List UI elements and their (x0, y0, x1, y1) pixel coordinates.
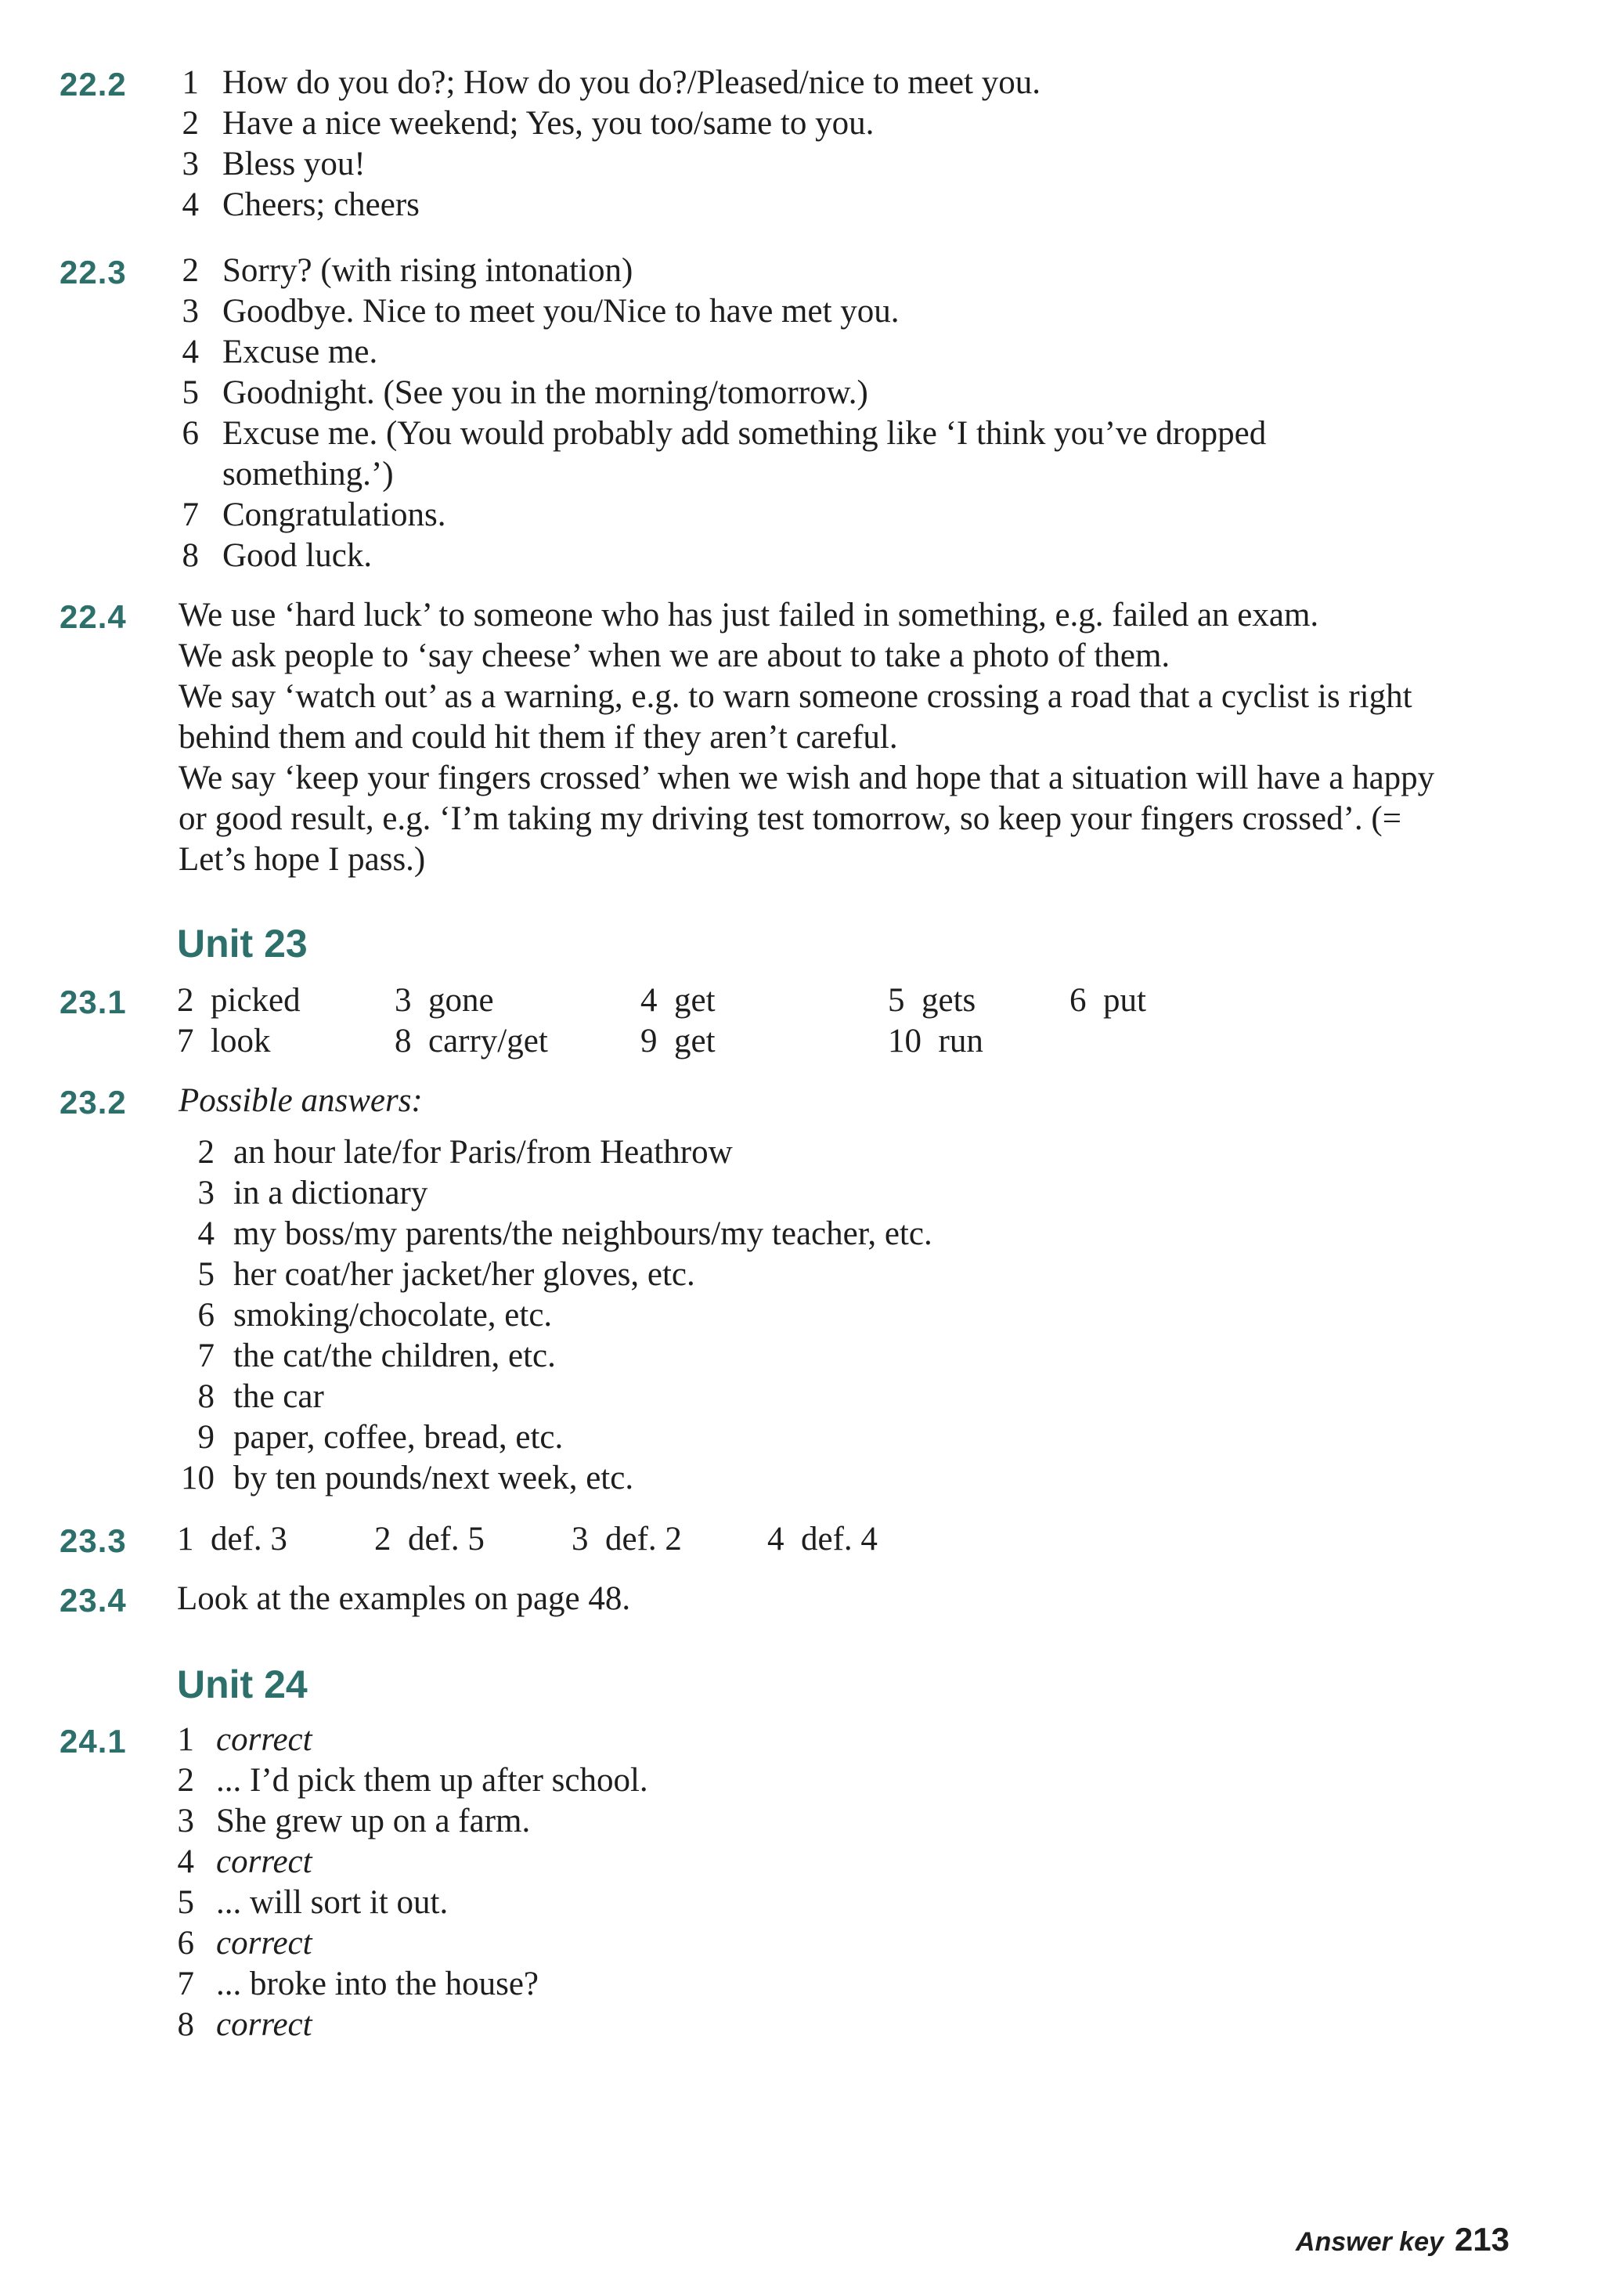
item-number: 2 (177, 982, 194, 1019)
item-text: Cheers; cheers (222, 186, 420, 223)
item-text: ... broke into the house? (216, 1966, 539, 2002)
item-text: correct (216, 1925, 312, 1962)
item-text: def. 4 (801, 1521, 878, 1558)
item-text: by ten pounds/next week, etc. (233, 1460, 634, 1496)
unit-heading-23: Unit 23 (177, 922, 308, 966)
item-text: ... I’d pick them up after school. (216, 1762, 648, 1799)
item-text: Excuse me. (222, 334, 378, 370)
exercise-number: 22.3 (60, 254, 127, 291)
item-text: paper, coffee, bread, etc. (233, 1419, 564, 1456)
item-number: 8 (182, 537, 199, 574)
item-text: get (674, 1023, 716, 1060)
item-number: 9 (640, 1023, 658, 1060)
item-text: correct (216, 1721, 312, 1758)
page-footer (1296, 2221, 1509, 2259)
answer-paragraph (179, 595, 1463, 880)
unit-heading-24: Unit 24 (177, 1662, 308, 1706)
answer-cell (395, 1021, 548, 1062)
possible-answers-label: Possible answers: (179, 1082, 423, 1119)
item-text: in a dictionary (233, 1175, 428, 1211)
item-text: Sorry? (with rising intonation) (222, 252, 633, 289)
item-text: Excuse me. (You would probably add something like ‘I think you’ve dropped (222, 415, 1267, 452)
item-text: Congratulations. (222, 496, 446, 533)
exercise-number: 23.2 (60, 1084, 127, 1121)
item-number: 10 (181, 1460, 215, 1496)
answer-cell (888, 980, 976, 1021)
footer-label: Answer key (1295, 2227, 1444, 2257)
item-text: look (211, 1023, 271, 1060)
paragraph-watch-out: We say ‘watch out’ as a warning, e.g. to warn someone crossing a road that a cyclist is right behind them and could hit them if they aren’t careful. (179, 678, 1412, 756)
item-text: def. 5 (408, 1521, 485, 1558)
answer-cell (177, 980, 301, 1021)
item-text: gets (922, 982, 976, 1019)
item-text: her coat/her jacket/her gloves, etc. (233, 1256, 695, 1293)
item-number: 5 (888, 982, 905, 1019)
item-number: 6 (182, 415, 199, 452)
answer-text: Look at the examples on page 48. (177, 1580, 631, 1617)
page-number: 213 (1454, 2221, 1509, 2258)
item-number: 4 (767, 1521, 784, 1558)
exercise-number: 22.2 (60, 66, 127, 103)
item-number: 1 (177, 1521, 194, 1558)
paragraph-say-cheese: We ask people to ‘say cheese’ when we are about to take a photo of them. (179, 637, 1170, 674)
item-number: 3 (182, 293, 199, 330)
answer-cell (1069, 980, 1146, 1021)
item-text: the car (233, 1378, 324, 1415)
item-text: Goodbye. Nice to meet you/Nice to have met you. (222, 293, 900, 330)
answer-cell (888, 1021, 983, 1062)
paragraph-fingers-crossed: We say ‘keep your fingers crossed’ when we wish and hope that a situation will have a happy or good result, e.g. ‘I’m taking my driving test tomorrow, so keep your fingers crossed’. (= Let’s hope I pass.) (179, 760, 1435, 878)
item-number: 5 (177, 1884, 194, 1921)
item-number: 2 (177, 1762, 194, 1799)
item-number: 7 (197, 1338, 215, 1374)
exercise-number: 23.3 (60, 1522, 127, 1559)
item-number: 10 (888, 1023, 922, 1060)
item-text: She grew up on a farm. (216, 1803, 531, 1839)
answer-cell (640, 1021, 716, 1062)
item-number: 4 (182, 334, 199, 370)
item-number: 1 (177, 1721, 194, 1758)
item-text: run (938, 1023, 983, 1060)
item-number: 6 (197, 1297, 215, 1334)
item-number: 8 (395, 1023, 412, 1060)
item-number: 4 (640, 982, 658, 1019)
item-text: the cat/the children, etc. (233, 1338, 556, 1374)
item-number: 9 (197, 1419, 215, 1456)
item-number: 4 (177, 1843, 194, 1880)
item-number: 7 (177, 1966, 194, 2002)
item-text: put (1103, 982, 1146, 1019)
item-number: 2 (197, 1134, 215, 1171)
item-text: ... will sort it out. (216, 1884, 449, 1921)
item-number: 6 (177, 1925, 194, 1962)
item-number: 4 (182, 186, 199, 223)
item-number: 7 (177, 1023, 194, 1060)
item-number: 5 (197, 1256, 215, 1293)
item-text: Goodnight. (See you in the morning/tomorrow.) (222, 374, 868, 411)
item-number: 3 (177, 1803, 194, 1839)
item-text: smoking/chocolate, etc. (233, 1297, 553, 1334)
item-text: def. 2 (605, 1521, 682, 1558)
item-text: Bless you! (222, 146, 366, 182)
item-number: 8 (177, 2006, 194, 2043)
answer-cell (374, 1519, 485, 1560)
item-text: Have a nice weekend; Yes, you too/same to you. (222, 105, 875, 142)
exercise-number: 23.1 (60, 984, 127, 1020)
item-number: 2 (182, 105, 199, 142)
item-text: an hour late/for Paris/from Heathrow (233, 1134, 733, 1171)
exercise-number: 22.4 (60, 598, 127, 635)
item-text: correct (216, 1843, 312, 1880)
item-text: carry/get (428, 1023, 548, 1060)
answer-cell (572, 1519, 682, 1560)
item-number: 3 (572, 1521, 589, 1558)
item-number: 3 (182, 146, 199, 182)
answer-cell (640, 980, 716, 1021)
item-number: 8 (197, 1378, 215, 1415)
item-number: 2 (182, 252, 199, 289)
item-number: 6 (1069, 982, 1087, 1019)
answer-cell (395, 980, 494, 1021)
item-number: 3 (395, 982, 412, 1019)
item-number: 1 (182, 64, 199, 101)
item-number: 5 (182, 374, 199, 411)
answer-cell (177, 1519, 287, 1560)
item-text: something.’) (222, 456, 394, 493)
answer-cell (767, 1519, 878, 1560)
item-text: picked (211, 982, 301, 1019)
item-number: 4 (197, 1215, 215, 1252)
item-text: gone (428, 982, 494, 1019)
item-text: correct (216, 2006, 312, 2043)
exercise-number: 24.1 (60, 1723, 127, 1760)
item-text: def. 3 (211, 1521, 287, 1558)
answer-cell (177, 1021, 270, 1062)
item-number: 2 (374, 1521, 391, 1558)
item-text: my boss/my parents/the neighbours/my teacher, etc. (233, 1215, 932, 1252)
paragraph-hard-luck: We use ‘hard luck’ to someone who has just failed in something, e.g. failed an exam. (179, 597, 1319, 634)
item-text: get (674, 982, 716, 1019)
item-text: How do you do?; How do you do?/Pleased/nice to meet you. (222, 64, 1041, 101)
item-number: 7 (182, 496, 199, 533)
exercise-number: 23.4 (60, 1582, 127, 1619)
item-text: Good luck. (222, 537, 373, 574)
item-number: 3 (197, 1175, 215, 1211)
